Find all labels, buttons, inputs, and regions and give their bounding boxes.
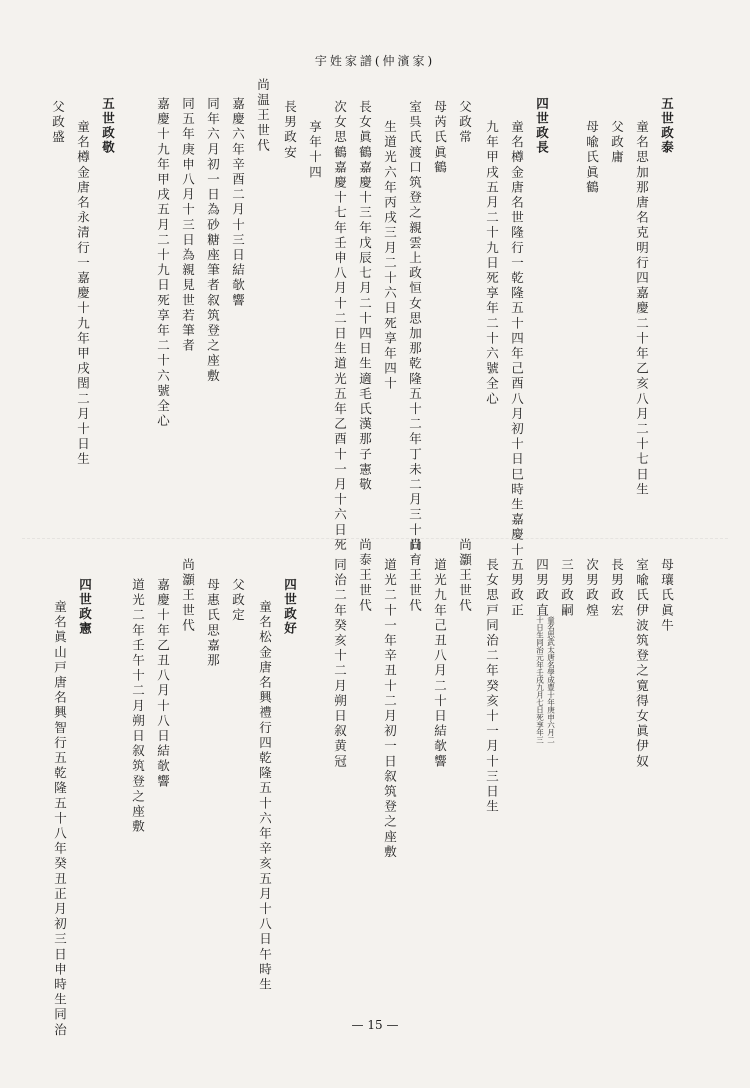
entry-line: 母芮氏眞鶴 [432,100,448,176]
entry-heading: 四世政憲 [77,578,93,636]
entry-line: 童名思加那唐名克明行四嘉慶二十年乙亥八月二十七日生 [634,120,650,498]
entry-line: 母惠氏思嘉那 [205,578,221,669]
entry-line: 嘉慶六年辛酉二月十三日結欹響 [230,97,246,309]
entry-line: 嘉慶十九年甲戌五月二十九日死享年二十六號全心 [155,97,171,430]
entry-line: 童名眞山戸唐名興智行五乾隆五十八年癸丑正月初三日申時生同治 [52,600,68,1038]
entry-line: 次男政煌 [584,558,600,619]
entry-line: 九年甲戌五月二十九日死享年二十六號全心 [484,120,500,407]
entry-line: 四男政直 [534,558,550,619]
entry-line: 尚泰王世代 [357,538,373,614]
entry-note: 十日生同治元年壬戌九月七日死享年三 [535,616,545,744]
entry-line: 父政常 [457,100,473,146]
entry-note: 童名思武太唐名學成豊十年庚申六月二 [546,616,556,744]
entry-line: 室喩氏伊波筑登之寛得女眞伊奴 [634,558,650,770]
page-number: — 15 — [351,1018,399,1032]
entry-line: 童名樽金唐名永清行一嘉慶十九年甲戌閏二月十日生 [75,120,91,468]
entry-line: 父政盛 [50,100,66,146]
entry-line: 三男政嗣 [559,558,575,619]
entry-heading: 五世政敬 [100,97,116,155]
entry-line: 道光二十一年辛丑十二月初一日叙筑登之座敷 [382,558,398,860]
section-divider [22,538,728,539]
entry-line: 長女思戸同治二年癸亥十一月十三日生 [484,558,500,815]
entry-line: 長女眞鶴嘉慶十三年戊辰七月二十四日生適毛氏漢那子憲敬 [357,100,373,493]
entry-line: 同五年庚申八月十三日為親見世若筆者 [180,97,196,354]
entry-line: 長男政宏 [609,558,625,619]
entry-line: 五男政正 [509,558,525,619]
entry-line: 嘉慶十年乙丑八月十八日結欹響 [155,578,171,790]
entry-line: 同治二年癸亥十二月朔日叙黄冠 [332,558,348,770]
entry-line: 室呉氏渡口筑登之親雲上政恒女思加那乾隆五十二年丁未二月三十日 [407,100,423,553]
entry-heading: 四世政長 [534,97,550,155]
entry-line: 母瓖氏眞牛 [659,558,675,634]
entry-heading: 四世政好 [282,578,298,636]
entry-line: 享年十四 [307,120,323,181]
entry-line: 母喩氏眞鶴 [584,120,600,196]
entry-line: 父政定 [230,578,246,624]
entry-line: 尚温王世代 [255,78,271,154]
entry-line: 道光二年壬午十二月朔日叙筑登之座敷 [130,578,146,835]
entry-line: 尚灝王世代 [180,558,196,634]
entry-line: 童名樽金唐名世隆行一乾隆五十四年己酉八月初十日巳時生嘉慶十 [509,120,525,558]
entry-line: 尚育王世代 [407,538,423,614]
entry-heading: 五世政泰 [659,97,675,155]
entry-line: 道光九年己丑八月二十日結欹響 [432,558,448,770]
entry-line: 生道光六年丙戌三月二十六日死享年四十 [382,120,398,392]
entry-line: 尚灝王世代 [457,538,473,614]
entry-line: 父政庸 [609,120,625,166]
entry-line: 同年六月初一日為砂糖座筆者叙筑登之座敷 [205,97,221,384]
entry-line: 童名松金唐名興禮行四乾隆五十六年辛亥五月十八日午時生 [257,600,273,993]
entry-line: 長男政安 [282,100,298,161]
entry-line: 次女思鶴嘉慶十七年壬申八月十二日生道光五年乙酉十一月十六日死 [332,100,348,553]
page-header: 宇姓家譜(仲濱家) [314,54,436,68]
